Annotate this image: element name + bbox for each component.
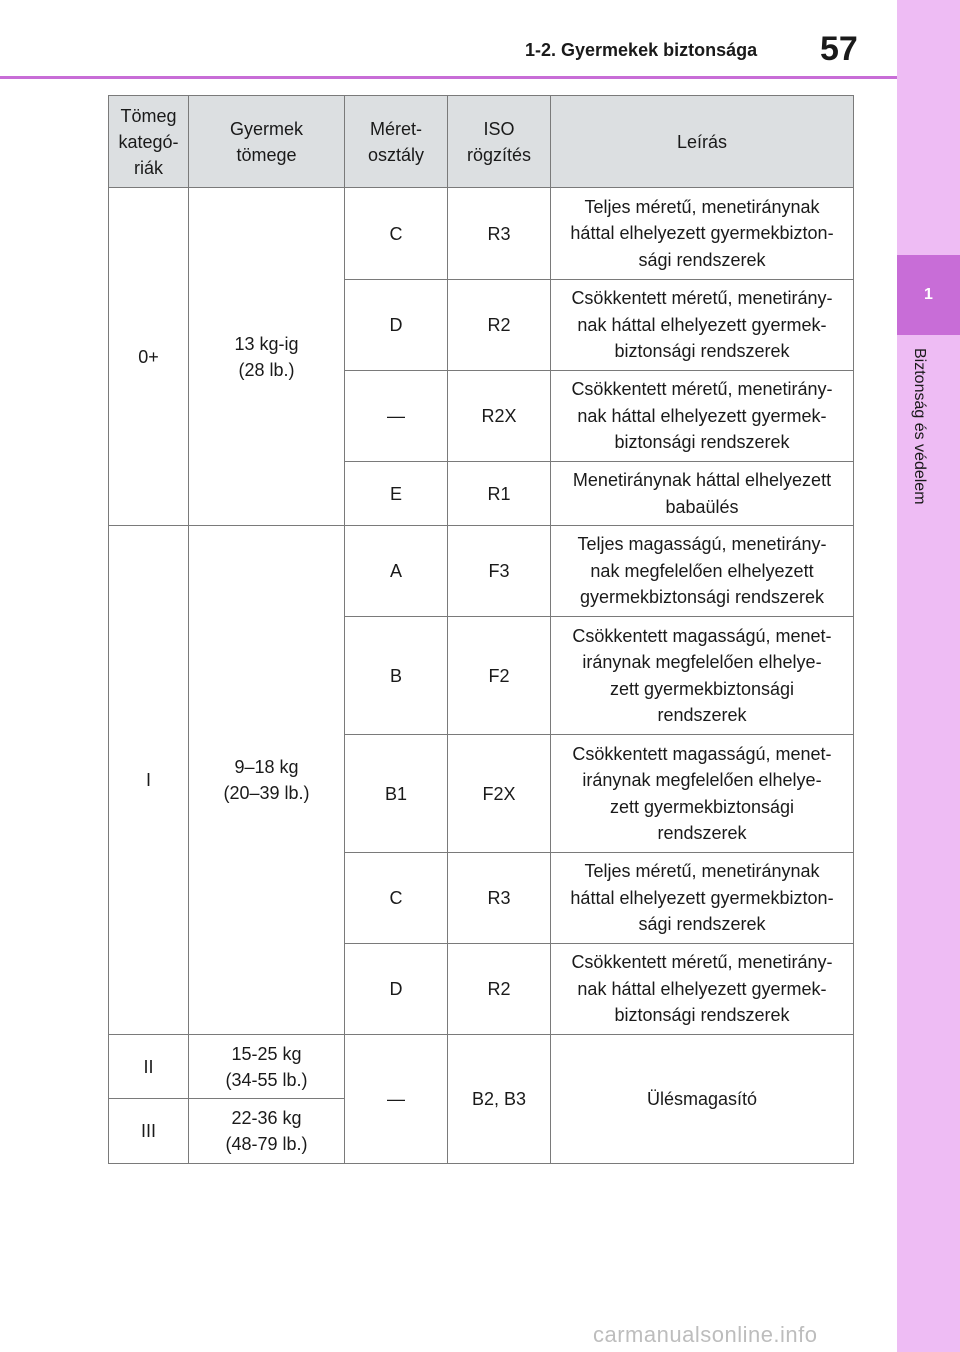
size-class-cell: B1 (345, 735, 448, 853)
size-class-cell: C (345, 188, 448, 280)
description-cell: Csökkentett méretű, menetirány- nak háttal elhelyezett gyermek- biztonsági rendszerek (551, 944, 854, 1035)
table-header-row (109, 96, 854, 188)
description-cell: Csökkentett magasságú, menet- iránynak megfelelően elhelye- zett gyermekbiztonsági rendszerek (551, 617, 854, 735)
iso-fixing-cell: R2 (448, 280, 551, 371)
size-class-cell: E (345, 462, 448, 526)
iso-fixing-cell: F2 (448, 617, 551, 735)
description-cell: Teljes méretű, menetiránynak háttal elhelyezett gyermekbizton- sági rendszerek (551, 853, 854, 944)
header-iso-fixing: ISO rögzítés (448, 96, 551, 188)
child-weight-cell: 15-25 kg (34-55 lb.) (189, 1035, 345, 1099)
section-title: 1-2. Gyermekek biztonsága (525, 40, 758, 60)
table-row (109, 526, 854, 617)
iso-fixing-cell: F3 (448, 526, 551, 617)
size-class-cell: C (345, 853, 448, 944)
header-divider (0, 76, 897, 79)
chapter-label: Biztonság és védelem (911, 348, 928, 505)
table-row (109, 188, 854, 280)
iso-fixing-cell: R2 (448, 944, 551, 1035)
header-child-weight: Gyermek tömege (189, 96, 345, 188)
size-class-cell: — (345, 371, 448, 462)
header-weight-category: Tömeg kategó- riák (109, 96, 189, 188)
side-band (897, 0, 960, 1352)
description-cell: Csökkentett méretű, menetirány- nak háttal elhelyezett gyermek- biztonsági rendszerek (551, 280, 854, 371)
iso-fixing-cell: R2X (448, 371, 551, 462)
child-weight-cell: 9–18 kg (20–39 lb.) (189, 526, 345, 1035)
page-number: 57 (820, 30, 858, 68)
watermark: carmanualsonline.info (593, 1322, 818, 1347)
size-class-cell: D (345, 944, 448, 1035)
child-weight-cell: 22-36 kg (48-79 lb.) (189, 1099, 345, 1164)
description-cell: Menetiránynak háttal elhelyezett babaülés (551, 462, 854, 526)
child-weight-cell: 13 kg-ig (28 lb.) (189, 188, 345, 526)
table-row (109, 1035, 854, 1099)
iso-fixing-cell: R1 (448, 462, 551, 526)
description-cell: Csökkentett méretű, menetirány- nak háttal elhelyezett gyermek- biztonsági rendszerek (551, 371, 854, 462)
child-restraint-table (108, 95, 854, 1164)
size-class-cell: — (345, 1035, 448, 1164)
description-cell: Ülésmagasító (551, 1035, 854, 1164)
iso-fixing-cell: B2, B3 (448, 1035, 551, 1164)
weight-category-cell: III (109, 1099, 189, 1164)
iso-fixing-cell: R3 (448, 853, 551, 944)
size-class-cell: D (345, 280, 448, 371)
description-cell: Teljes méretű, menetiránynak háttal elhelyezett gyermekbizton- sági rendszerek (551, 188, 854, 280)
description-cell: Csökkentett magasságú, menet- iránynak megfelelően elhelye- zett gyermekbiztonsági rendszerek (551, 735, 854, 853)
iso-fixing-cell: F2X (448, 735, 551, 853)
weight-category-cell: 0+ (109, 188, 189, 526)
weight-category-cell: II (109, 1035, 189, 1099)
size-class-cell: A (345, 526, 448, 617)
header-size-class: Méret- osztály (345, 96, 448, 188)
chapter-tab[interactable]: 1 (897, 255, 960, 335)
description-cell: Teljes magasságú, menetirány- nak megfelelően elhelyezett gyermekbiztonsági rendszerek (551, 526, 854, 617)
iso-fixing-cell: R3 (448, 188, 551, 280)
size-class-cell: B (345, 617, 448, 735)
header-description: Leírás (551, 96, 854, 188)
weight-category-cell: I (109, 526, 189, 1035)
